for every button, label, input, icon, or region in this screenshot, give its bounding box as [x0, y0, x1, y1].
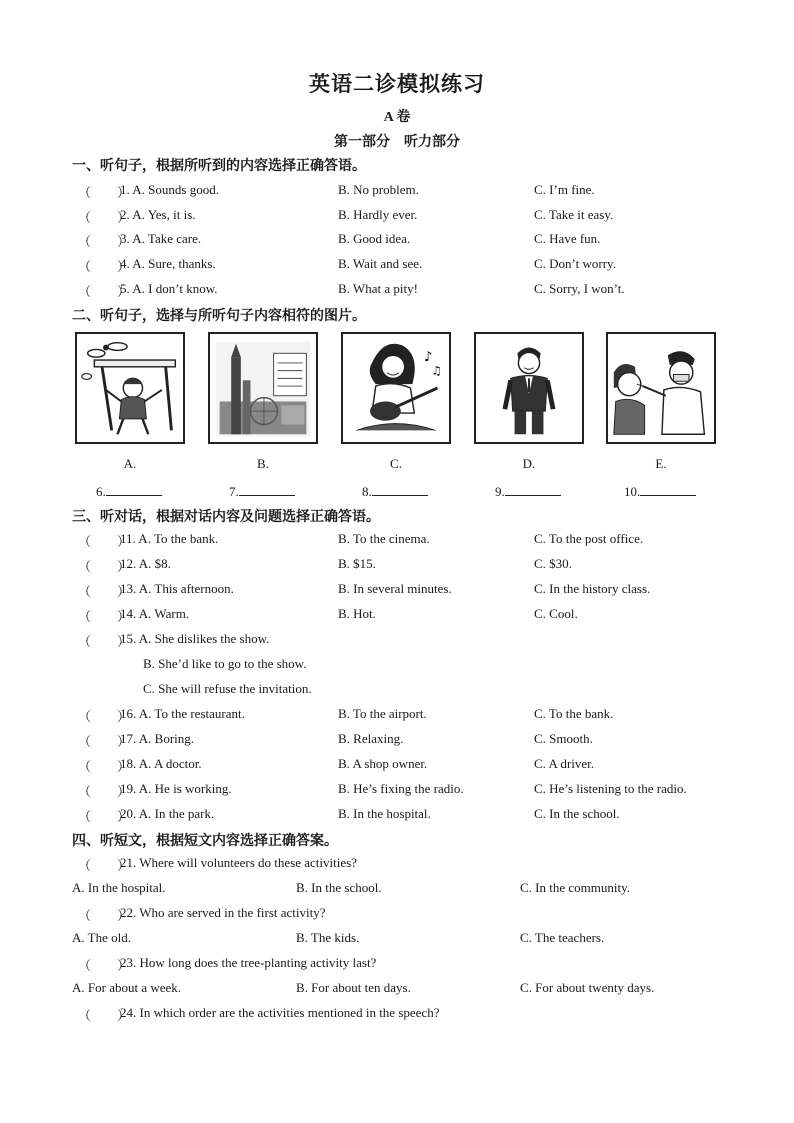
question-12 — [72, 556, 732, 576]
question-16 — [72, 706, 732, 726]
option-c: C. In the community. — [520, 880, 631, 895]
option-b: B. Wait and see. — [338, 256, 423, 271]
option-b: B. Good idea. — [338, 231, 411, 246]
option-a: 17. A. Boring. — [120, 731, 195, 746]
picture-a-weightlifter — [75, 332, 185, 444]
option-a: 19. A. He is working. — [120, 781, 232, 796]
option-c: C. I’m fine. — [534, 182, 595, 197]
option-b: B. For about ten days. — [296, 980, 411, 995]
question-21 — [72, 855, 732, 875]
answer-blank[interactable]: （ ） — [78, 634, 131, 649]
slot-number: 9. — [495, 484, 505, 499]
picture-label-d: D. — [522, 456, 536, 471]
volume-label: A 卷 — [383, 110, 411, 125]
option-b: B. To the cinema. — [338, 531, 430, 546]
svg-text:♪: ♪ — [423, 349, 433, 366]
question-19 — [72, 781, 732, 801]
option-c: C. A driver. — [534, 756, 594, 771]
question-text: 22. Who are served in the first activity? — [120, 905, 326, 920]
answer-blank[interactable]: （ ） — [78, 559, 131, 574]
option-c: C. He’s listening to the radio. — [534, 781, 687, 796]
option-a: 11. A. To the bank. — [120, 531, 219, 546]
option-c: C. To the post office. — [534, 531, 644, 546]
question-text: 24. In which order are the activities mentioned in the speech? — [120, 1005, 440, 1020]
part-heading: 第一部分 听力部分 — [334, 135, 460, 150]
picture-label-b: B. — [257, 456, 269, 471]
question-15 — [72, 631, 732, 651]
option-b: B. Hot. — [338, 606, 376, 621]
option-a: A. In the hospital. — [72, 880, 166, 895]
blank-line — [106, 482, 162, 496]
question-23 — [72, 955, 732, 975]
option-c: C. $30. — [534, 556, 572, 571]
answer-blank[interactable]: （ ） — [78, 809, 131, 824]
answer-blank[interactable]: （ ） — [78, 858, 131, 873]
option-c: C. To the bank. — [534, 706, 614, 721]
option-c: C. Cool. — [534, 606, 578, 621]
section-4-heading: 四、听短文，根据短文内容选择正确答案。 — [72, 833, 338, 849]
answer-blank[interactable]: （ ） — [78, 784, 131, 799]
section-1-heading: 一、听句子，根据所听到的内容选择正确答语。 — [72, 158, 366, 174]
question-17 — [72, 731, 732, 751]
picture-label-c: C. — [390, 456, 402, 471]
answer-blank[interactable]: （ ） — [78, 609, 131, 624]
question-text: 21. Where will volunteers do these activities? — [120, 855, 357, 870]
option-c: C. Smooth. — [534, 731, 593, 746]
picture-e-doctor — [606, 332, 716, 444]
option-a: 20. A. In the park. — [120, 806, 215, 821]
blank-line — [640, 482, 696, 496]
question-13 — [72, 581, 732, 601]
answer-blank[interactable]: （ ） — [78, 284, 131, 299]
option-b: B. In the school. — [296, 880, 382, 895]
answer-slot-7[interactable] — [229, 482, 295, 500]
question-23-options — [72, 980, 732, 1000]
question-11 — [72, 531, 732, 551]
blank-line — [505, 482, 561, 496]
option-a: 3. A. Take care. — [120, 231, 202, 246]
page-title: 英语二诊模拟练习 — [309, 72, 485, 96]
option-a: 5. A. I don’t know. — [120, 281, 218, 296]
section-2-heading: 二、听句子，选择与所听句子内容相符的图片。 — [72, 308, 366, 324]
option-a: 2. A. Yes, it is. — [120, 207, 196, 222]
option-c: C. For about twenty days. — [520, 980, 655, 995]
option-a: A. The old. — [72, 930, 131, 945]
question-15-option-c-row — [72, 681, 732, 701]
answer-blank[interactable]: （ ） — [78, 908, 131, 923]
answer-blank[interactable]: （ ） — [78, 734, 131, 749]
option-a: 12. A. $8. — [120, 556, 171, 571]
question-14 — [72, 606, 732, 626]
blank-line — [239, 482, 295, 496]
option-b: B. In several minutes. — [338, 581, 452, 596]
option-b: B. In the hospital. — [338, 806, 431, 821]
slot-number: 8. — [362, 484, 372, 499]
question-4 — [72, 256, 732, 276]
slot-number: 10. — [624, 484, 641, 499]
answer-blank[interactable]: （ ） — [78, 210, 131, 225]
option-c: C. Take it easy. — [534, 207, 614, 222]
answer-blank[interactable]: （ ） — [78, 534, 131, 549]
question-5 — [72, 281, 732, 301]
picture-label-e: E. — [655, 456, 667, 471]
option-c: C. She will refuse the invitation. — [143, 681, 312, 696]
option-c: C. Have fun. — [534, 231, 601, 246]
option-c: C. In the history class. — [534, 581, 651, 596]
option-b: B. To the airport. — [338, 706, 427, 721]
option-a: 16. A. To the restaurant. — [120, 706, 245, 721]
option-b: B. He’s fixing the radio. — [338, 781, 464, 796]
question-1 — [72, 182, 732, 202]
svg-text:♫: ♫ — [431, 363, 443, 378]
section-3-heading: 三、听对话，根据对话内容及问题选择正确答语。 — [72, 509, 380, 525]
option-b: B. Relaxing. — [338, 731, 404, 746]
picture-label-a: A. — [123, 456, 137, 471]
option-b: B. What a pity! — [338, 281, 418, 296]
question-3 — [72, 231, 732, 251]
picture-c-guitar-girl — [341, 332, 451, 444]
slot-number: 6. — [96, 484, 106, 499]
question-22-options — [72, 930, 732, 950]
option-b: B. Hardly ever. — [338, 207, 418, 222]
answer-blank[interactable]: （ ） — [78, 259, 131, 274]
answer-slot-6[interactable] — [96, 482, 162, 500]
option-a: 13. A. This afternoon. — [120, 581, 234, 596]
question-24 — [72, 1005, 732, 1025]
option-c: C. The teachers. — [520, 930, 605, 945]
option-a: 1. A. Sounds good. — [120, 182, 219, 197]
question-2 — [72, 207, 732, 227]
question-18 — [72, 756, 732, 776]
answer-blank[interactable]: （ ） — [78, 759, 131, 774]
option-b: B. A shop owner. — [338, 756, 428, 771]
option-a: 4. A. Sure, thanks. — [120, 256, 216, 271]
answer-blank[interactable]: （ ） — [78, 584, 131, 599]
answer-slot-9[interactable] — [495, 482, 561, 500]
question-21-options — [72, 880, 732, 900]
picture-b-city — [208, 332, 318, 444]
answer-blank[interactable]: （ ） — [78, 1008, 131, 1023]
answer-slot-10[interactable] — [624, 482, 696, 500]
option-a: 15. A. She dislikes the show. — [120, 631, 270, 646]
option-b: B. She’d like to go to the show. — [143, 656, 307, 671]
option-b: B. The kids. — [296, 930, 360, 945]
answer-blank[interactable]: （ ） — [78, 958, 131, 973]
question-22 — [72, 905, 732, 925]
question-15-option-b-row — [72, 656, 732, 676]
option-c: C. In the school. — [534, 806, 620, 821]
picture-d-man-suit — [474, 332, 584, 444]
answer-blank[interactable]: （ ） — [78, 709, 131, 724]
option-a: 14. A. Warm. — [120, 606, 190, 621]
answer-blank[interactable]: （ ） — [78, 234, 131, 249]
answer-blank[interactable]: （ ） — [78, 185, 131, 200]
option-a: 18. A. A doctor. — [120, 756, 202, 771]
option-a: A. For about a week. — [72, 980, 182, 995]
question-20 — [72, 806, 732, 826]
slot-number: 7. — [229, 484, 239, 499]
answer-slot-8[interactable] — [362, 482, 428, 500]
question-text: 23. How long does the tree-planting activity last? — [120, 955, 377, 970]
option-c: C. Don’t worry. — [534, 256, 616, 271]
option-b: B. No problem. — [338, 182, 419, 197]
option-c: C. Sorry, I won’t. — [534, 281, 625, 296]
option-b: B. $15. — [338, 556, 376, 571]
blank-line — [372, 482, 428, 496]
